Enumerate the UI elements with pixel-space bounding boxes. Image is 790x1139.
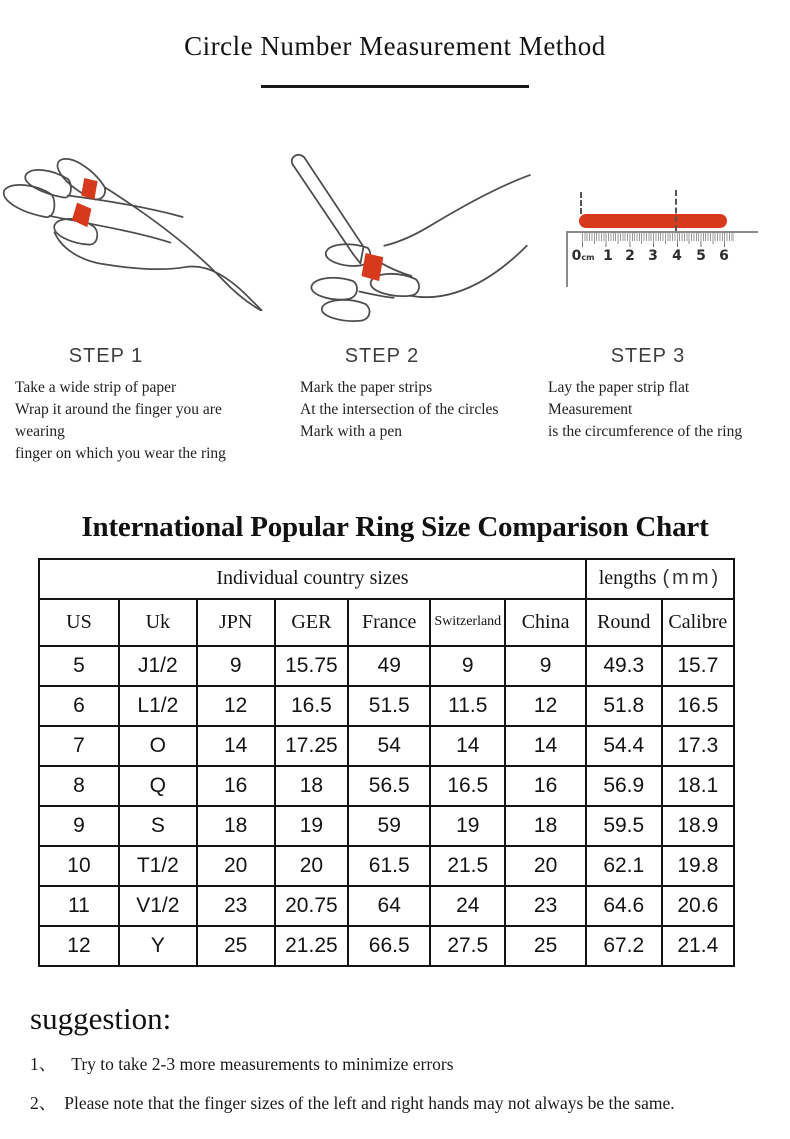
cell: 49.3 xyxy=(586,646,662,686)
cell: 18 xyxy=(505,806,586,846)
cell: 49 xyxy=(348,646,430,686)
comparison-chart-section xyxy=(0,511,790,967)
cell: 9 xyxy=(39,806,119,846)
cell: 64 xyxy=(348,886,430,926)
hand-strip-drawing xyxy=(0,136,272,341)
cell: 51.8 xyxy=(586,686,662,726)
step-2-description xyxy=(272,377,532,443)
cell: 19 xyxy=(275,806,349,846)
cell: 14 xyxy=(430,726,505,766)
cell: 19.8 xyxy=(662,846,734,886)
step-2-heading: STEP 2 xyxy=(344,344,420,367)
cell: 10 xyxy=(39,846,119,886)
cell: 5 xyxy=(39,646,119,686)
cell: 17.25 xyxy=(275,726,349,766)
cell: L1/2 xyxy=(119,686,197,726)
step-1 xyxy=(0,136,272,465)
suggestion-item-1 xyxy=(30,1051,790,1076)
ruler-numbers xyxy=(546,248,776,268)
cell: 51.5 xyxy=(348,686,430,726)
step-1-line: Wrap it around the finger you are wearing xyxy=(15,400,222,440)
step-3 xyxy=(532,136,790,465)
table-row xyxy=(39,686,734,726)
cell: 20.6 xyxy=(662,886,734,926)
step-2-line: Mark the paper strips xyxy=(300,378,433,396)
cell: 25 xyxy=(197,926,275,966)
step-2 xyxy=(272,136,532,465)
pen-mark xyxy=(361,253,383,281)
cell: O xyxy=(119,726,197,766)
cell: 9 xyxy=(430,646,505,686)
ruler-label-5: 5 xyxy=(696,247,706,264)
cell: 18 xyxy=(197,806,275,846)
cell: V1/2 xyxy=(119,886,197,926)
cell: 66.5 xyxy=(348,926,430,966)
cell: 12 xyxy=(197,686,275,726)
cell: 56.5 xyxy=(348,766,430,806)
cell: 11.5 xyxy=(430,686,505,726)
step-3-description xyxy=(532,377,790,443)
column-header-uk: Uk xyxy=(119,599,197,646)
cell: 16.5 xyxy=(275,686,349,726)
cell: 9 xyxy=(197,646,275,686)
suggestion-title: suggestion: xyxy=(30,1000,172,1036)
cell: 54.4 xyxy=(586,726,662,766)
cell: 21.25 xyxy=(275,926,349,966)
measurement-method-header xyxy=(0,0,790,88)
ruler-label-2: 2 xyxy=(625,247,635,264)
ruler-label-4: 4 xyxy=(672,247,682,264)
cell: 21.5 xyxy=(430,846,505,886)
hand-pen-drawing xyxy=(272,136,532,341)
cell: 19 xyxy=(430,806,505,846)
step-1-heading: STEP 1 xyxy=(68,344,144,367)
column-header-us: US xyxy=(39,599,119,646)
cell: 24 xyxy=(430,886,505,926)
paper-strip-on-ruler xyxy=(579,214,727,228)
suggestion-item-2 xyxy=(30,1090,790,1115)
cell: 16.5 xyxy=(662,686,734,726)
step-3-heading: STEP 3 xyxy=(610,344,686,367)
suggestion-text: Please note that the finger sizes of the left and right hands may not always be the same. xyxy=(64,1092,675,1113)
cell: 54 xyxy=(348,726,430,766)
column-header-france: France xyxy=(348,599,430,646)
cell: 21.4 xyxy=(662,926,734,966)
column-header-round: Round xyxy=(586,599,662,646)
cell: 20 xyxy=(275,846,349,886)
table-row xyxy=(39,766,734,806)
step-1-line: Take a wide strip of paper xyxy=(15,378,177,396)
hand-with-pen-illustration xyxy=(272,136,532,341)
cell: 27.5 xyxy=(430,926,505,966)
cell: 14 xyxy=(505,726,586,766)
title-underline xyxy=(261,85,529,88)
cell: S xyxy=(119,806,197,846)
column-header-jpn: JPN xyxy=(197,599,275,646)
cell: 8 xyxy=(39,766,119,806)
ruler-label-3: 3 xyxy=(648,247,658,264)
step-1-line: finger on which you wear the ring xyxy=(15,444,226,462)
cell: J1/2 xyxy=(119,646,197,686)
column-header-switzerland: Switzerland xyxy=(430,599,505,646)
ruler-label-6: 6 xyxy=(719,247,729,264)
cell: 20 xyxy=(505,846,586,886)
cell: Y xyxy=(119,926,197,966)
cell: 14 xyxy=(197,726,275,766)
ruler-dash-mark-zero xyxy=(580,192,582,214)
chart-title: International Popular Ring Size Comparison Chart xyxy=(81,510,709,543)
cell: 23 xyxy=(197,886,275,926)
cell: Q xyxy=(119,766,197,806)
table-group-header-row xyxy=(39,559,734,599)
column-header-calibre: Calibre xyxy=(662,599,734,646)
cell: 25 xyxy=(505,926,586,966)
cell: 16.5 xyxy=(430,766,505,806)
cell: 20 xyxy=(197,846,275,886)
suggestion-section xyxy=(0,1001,790,1115)
ring-size-table xyxy=(38,558,735,967)
table-column-header-row xyxy=(39,599,734,646)
ruler-illustration xyxy=(532,136,790,341)
table-row xyxy=(39,846,734,886)
suggestion-text: Try to take 2-3 more measurements to minimize errors xyxy=(71,1053,454,1074)
step-3-line: Lay the paper strip flat xyxy=(548,378,690,396)
cell: 67.2 xyxy=(586,926,662,966)
group-header-country-sizes: Individual country sizes xyxy=(39,559,586,599)
cell: 20.75 xyxy=(275,886,349,926)
cell: 59.5 xyxy=(586,806,662,846)
hand-with-paper-strip-illustration xyxy=(0,136,272,341)
cell: 12 xyxy=(39,926,119,966)
cell: 12 xyxy=(505,686,586,726)
step-3-line: Measurement xyxy=(548,400,633,418)
cell: 18.9 xyxy=(662,806,734,846)
step-3-line: is the circumference of the ring xyxy=(548,422,743,440)
table-row xyxy=(39,806,734,846)
cell: 62.1 xyxy=(586,846,662,886)
cell: 11 xyxy=(39,886,119,926)
cell: T1/2 xyxy=(119,846,197,886)
cell: 15.7 xyxy=(662,646,734,686)
table-row xyxy=(39,886,734,926)
cell: 15.75 xyxy=(275,646,349,686)
ruler-mm-ticks xyxy=(582,233,734,241)
group-header-lengths: lengths (mm) xyxy=(586,559,734,599)
column-header-ger: GER xyxy=(275,599,349,646)
cell: 6 xyxy=(39,686,119,726)
cell: 64.6 xyxy=(586,886,662,926)
cell: 9 xyxy=(505,646,586,686)
cell: 59 xyxy=(348,806,430,846)
step-2-line: At the intersection of the circles xyxy=(300,400,499,418)
table-row xyxy=(39,726,734,766)
cell: 16 xyxy=(197,766,275,806)
cell: 16 xyxy=(505,766,586,806)
ruler-label-1: 1 xyxy=(603,247,613,264)
column-header-china: China xyxy=(505,599,586,646)
step-1-description xyxy=(0,377,272,465)
cell: 7 xyxy=(39,726,119,766)
cell: 18.1 xyxy=(662,766,734,806)
cell: 17.3 xyxy=(662,726,734,766)
cell: 18 xyxy=(275,766,349,806)
step-2-line: Mark with a pen xyxy=(300,422,403,440)
cell: 56.9 xyxy=(586,766,662,806)
cell: 23 xyxy=(505,886,586,926)
ruler-label-0: 0cm xyxy=(571,247,595,264)
list-marker: 1、 xyxy=(30,1053,57,1074)
ruler-dash-mark-four xyxy=(675,190,677,231)
steps-section xyxy=(0,136,790,465)
cell: 61.5 xyxy=(348,846,430,886)
page-title: Circle Number Measurement Method xyxy=(184,31,606,61)
table-row xyxy=(39,646,734,686)
list-marker: 2、 xyxy=(30,1092,57,1113)
table-row xyxy=(39,926,734,966)
paper-strip-marks xyxy=(72,178,98,227)
ruler xyxy=(546,136,776,341)
